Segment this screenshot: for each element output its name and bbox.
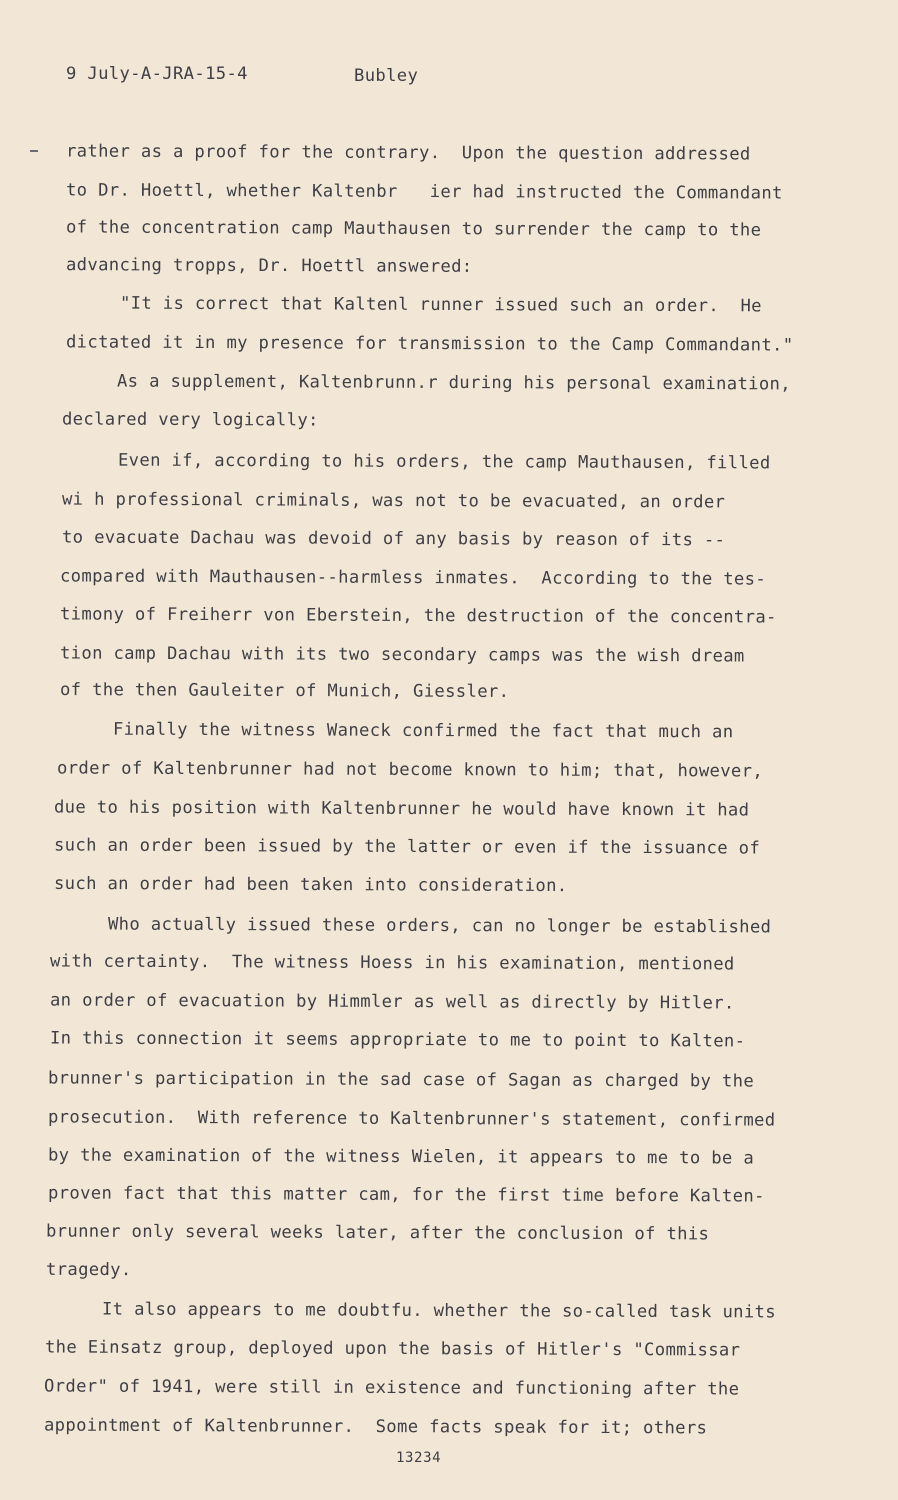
- text-line: "It is correct that Kaltenl runner issued such an order. He: [119, 293, 762, 317]
- text-line: advancing tropps, Dr. Hoettl answered:: [65, 255, 473, 277]
- text-line: As a supplement, Kaltenbrunn.r during his personal examination,: [116, 371, 792, 395]
- text-line: In this connection it seems appropriate to me to point to Kalten-: [49, 1028, 746, 1052]
- text-line: order of Kaltenbrunner had not become known to him; that, however,: [56, 758, 764, 782]
- text-line: due to his position with Kaltenbrunner he would have known it had: [53, 797, 750, 821]
- text-line: appointment of Kaltenbrunner. Some facts speak for it; others: [43, 1415, 708, 1439]
- text-line: rather as a proof for the contrary. Upon the question addressed: [65, 141, 751, 165]
- text-line: of the concentration camp Mauthausen to surrender the camp to the: [65, 217, 762, 241]
- text-line: timony of Freiherr von Eberstein, the destruction of the concentra-: [59, 604, 777, 628]
- text-line: such an order been issued by the latter or even if the issuance of: [53, 835, 761, 859]
- text-line: of the then Gauleiter of Munich, Giessler.: [59, 680, 510, 702]
- text-line: Finally the witness Waneck confirmed the fact that much an: [112, 719, 734, 743]
- text-line: an order of evacuation by Himmler as well as directly by Hitler.: [49, 990, 735, 1014]
- text-line: Order" of 1941, were still in existence and functioning after the: [43, 1376, 740, 1400]
- text-line: the Einsatz group, deployed upon the basis of Hitler's "Commissar: [44, 1337, 741, 1361]
- text-line: compared with Mauthausen--harmless inmates. According to the tes-: [59, 566, 767, 590]
- header-name: Bubley: [354, 66, 419, 86]
- text-line: such an order had been taken into consideration.: [53, 873, 568, 897]
- margin-mark: [30, 150, 38, 152]
- text-line: tragedy.: [45, 1259, 132, 1281]
- header-reference: 9 July-A-JRA-15-4: [66, 64, 248, 84]
- text-line: by the examination of the witness Wielen, it appears to me to be a: [47, 1145, 755, 1169]
- text-line: prosecution. With reference to Kaltenbrunner's statement, confirmed: [47, 1107, 776, 1131]
- text-line: dictated it in my presence for transmission to the Camp Commandant.": [65, 332, 794, 356]
- text-line: tion camp Dachau with its two secondary camps was the wish dream: [59, 643, 745, 667]
- text-line: to Dr. Hoettl, whether Kaltenbr ier had instructed the Commandant: [65, 180, 783, 204]
- text-line: brunner's participation in the sad case of Sagan as charged by the: [47, 1068, 755, 1092]
- text-line: It also appears to me doubtfu. whether the so-called task units: [101, 1299, 777, 1323]
- text-line: with certainty. The witness Hoess in his examination, mentioned: [49, 951, 735, 975]
- text-line: Who actually issued these orders, can no longer be established: [107, 914, 772, 938]
- page-number: 13234: [396, 1450, 442, 1466]
- text-line: proven fact that this matter cam, for the first time before Kalten-: [47, 1183, 765, 1207]
- text-line: brunner only several weeks later, after the conclusion of this: [45, 1221, 710, 1245]
- text-line: declared very logically:: [61, 409, 319, 431]
- text-line: wi h professional criminals, was not to be evacuated, an order: [61, 489, 726, 513]
- text-line: to evacuate Dachau was devoid of any basis by reason of its --: [61, 527, 726, 551]
- text-line: Even if, according to his orders, the camp Mauthausen, filled: [117, 450, 771, 474]
